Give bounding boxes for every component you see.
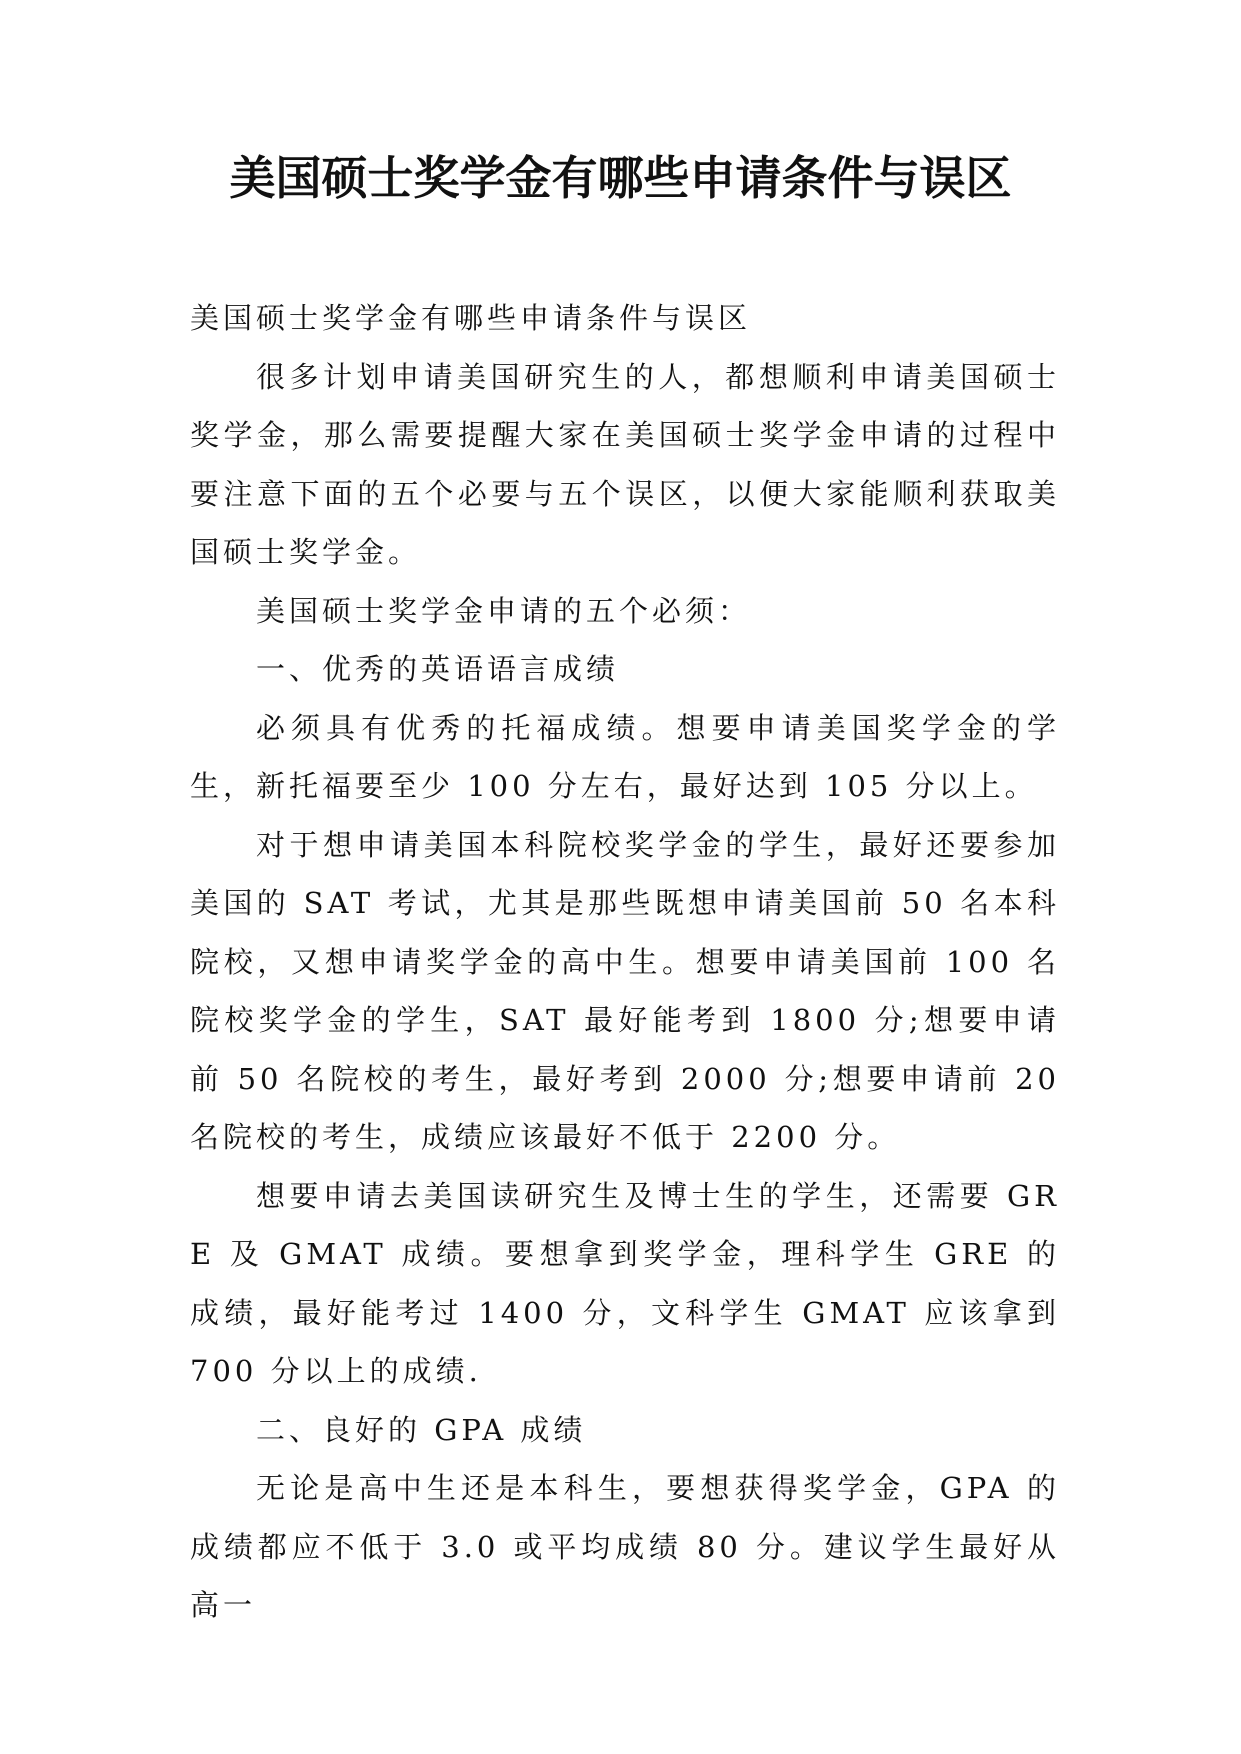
body-paragraph: 必须具有优秀的托福成绩。想要申请美国奖学金的学生，新托福要至少 100 分左右，最好达到 105 分以上。 — [190, 710, 1060, 803]
body-paragraph: 对于想申请美国本科院校奖学金的学生，最好还要参加美国的 SAT 考试，尤其是那些既想申请美国前 50 名本科院校，又想申请奖学金的高中生。想要申请美国前 100 名院校奖学金的学生，SAT 最好能考到 1800 分;想要申请前 50 名院校的考生，最好考到 2000 分;想要申请前 20 名院校的考生，成绩应该最好不低于 2200 分。 — [190, 827, 1060, 1154]
document-body — [190, 289, 1060, 1635]
body-paragraph: 无论是高中生还是本科生，要想获得奖学金，GPA 的成绩都应不低于 3.0 或平均成绩 80 分。建议学生最好从高一 — [190, 1471, 1060, 1622]
document-title: 美国硕士奖学金有哪些申请条件与误区 — [229, 151, 1012, 205]
body-paragraph: 美国硕士奖学金申请的五个必须： — [256, 593, 752, 628]
body-paragraph: 很多计划申请美国研究生的人，都想顺利申请美国硕士奖学金，那么需要提醒大家在美国硕士奖学金申请的过程中要注意下面的五个必要与五个误区，以便大家能顺利获取美国硕士奖学金。 — [190, 359, 1060, 569]
body-paragraph: 二、良好的 GPA 成绩 — [256, 1412, 587, 1447]
subtitle-paragraph: 美国硕士奖学金有哪些申请条件与误区 — [190, 301, 752, 335]
body-paragraph: 想要申请去美国读研究生及博士生的学生，还需要 GRE 及 GMAT 成绩。要想拿到奖学金，理科学生 GRE 的成绩，最好能考过 1400 分，文科学生 GMAT 应该拿到 700 分以上的成绩. — [190, 1178, 1060, 1388]
body-paragraph: 一、优秀的英语语言成绩 — [256, 652, 620, 686]
